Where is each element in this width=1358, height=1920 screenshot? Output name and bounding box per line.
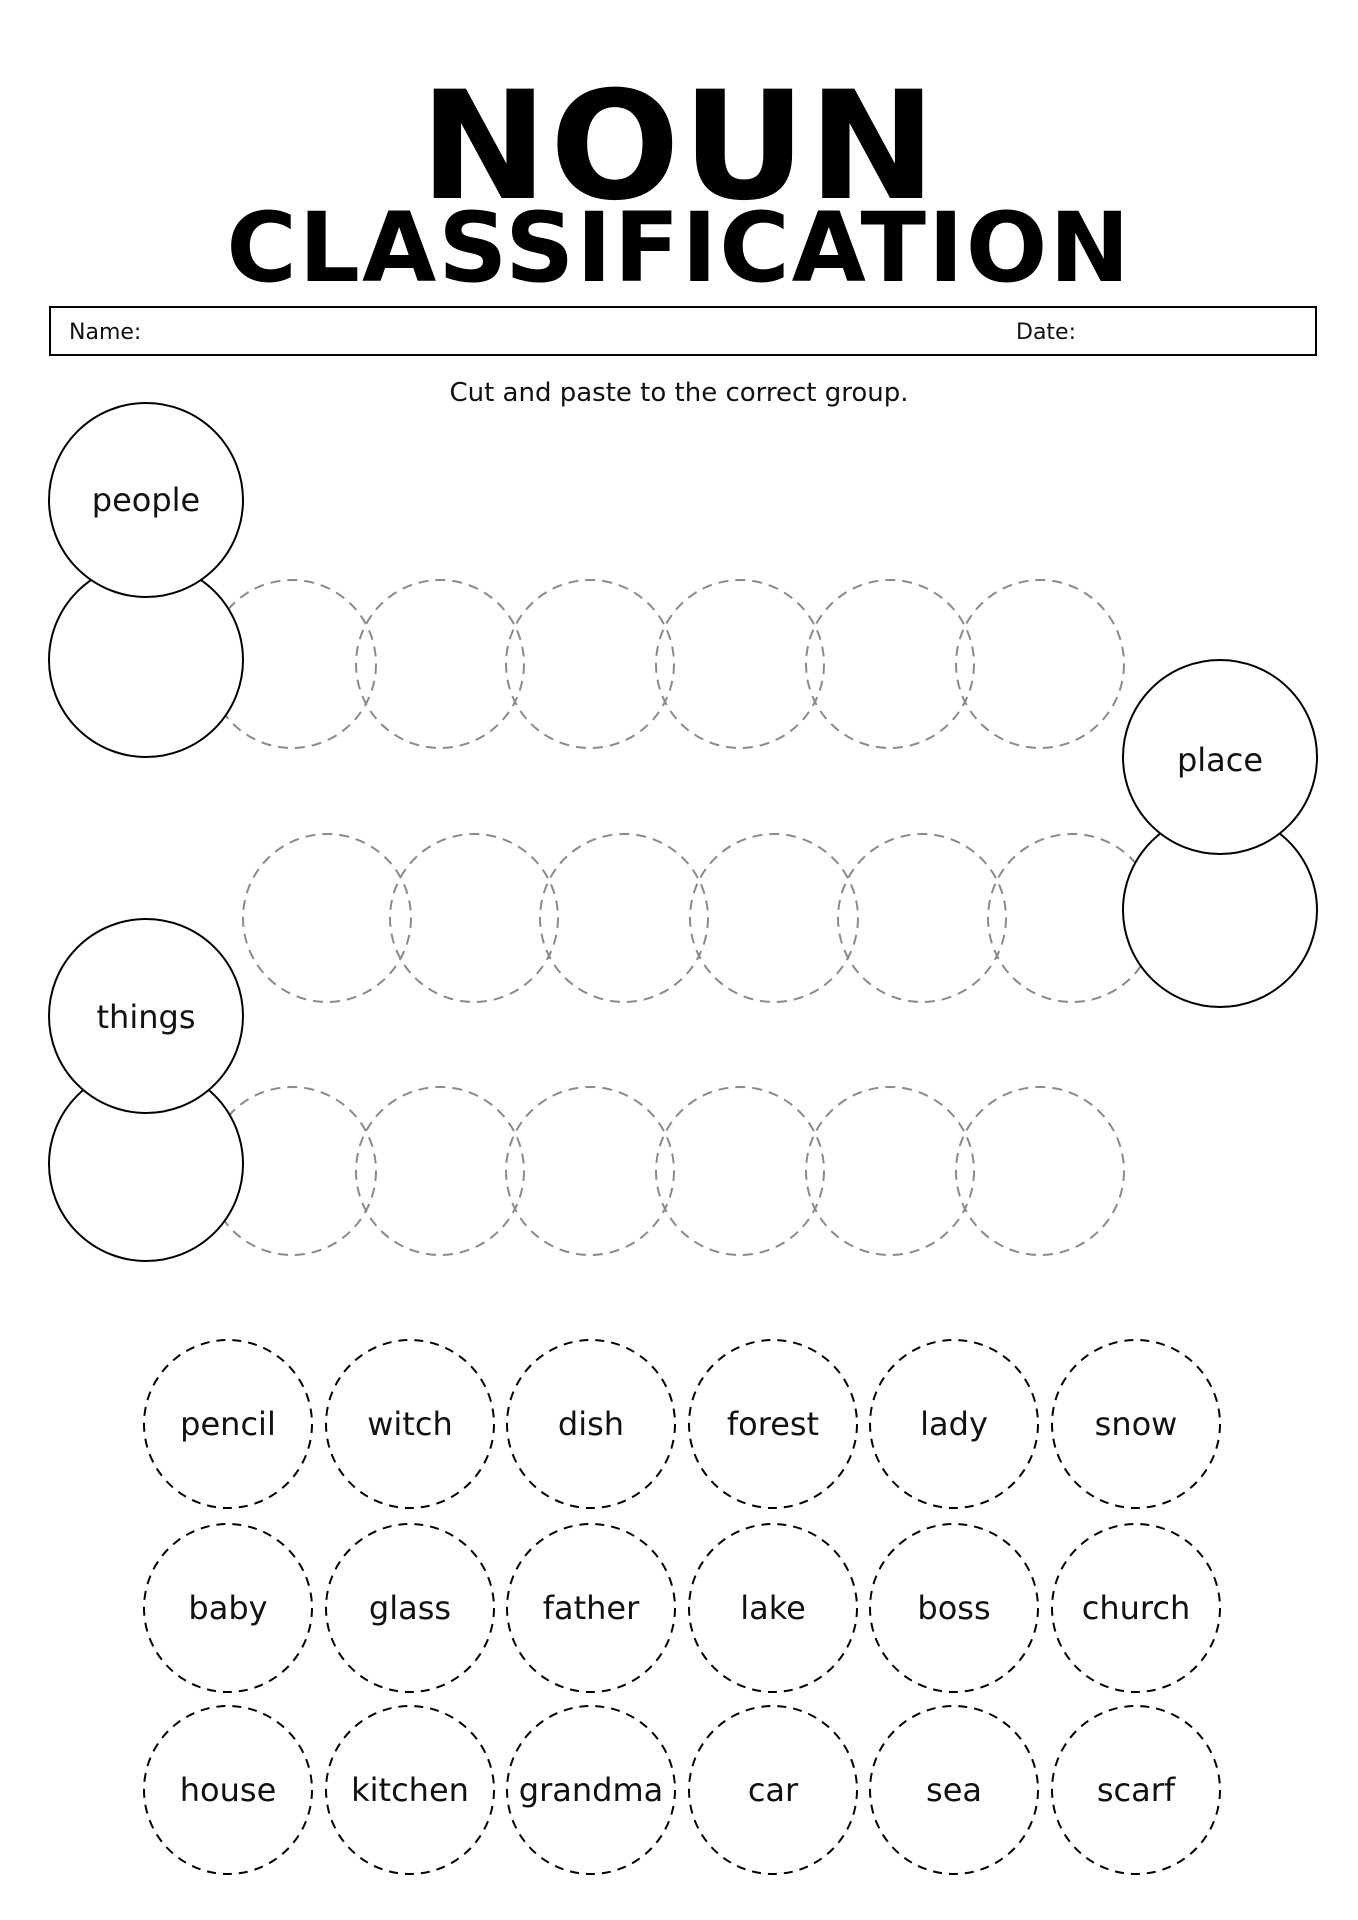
- word-label: glass: [368, 1589, 452, 1627]
- word-label: baby: [188, 1589, 268, 1627]
- word-label: scarf: [1096, 1771, 1176, 1809]
- group-label-place: place: [1176, 741, 1264, 779]
- paste-slot-people-3: [506, 580, 674, 748]
- title-noun: NOUN: [419, 60, 939, 234]
- group-label-things: things: [96, 998, 196, 1036]
- paste-slot-things-3: [506, 1087, 674, 1255]
- word-label: kitchen: [351, 1771, 469, 1809]
- paste-slot-things-4: [656, 1087, 824, 1255]
- word-label: dish: [557, 1405, 625, 1443]
- name-label: Name:: [69, 320, 142, 345]
- paste-slot-place-5: [838, 834, 1006, 1002]
- word-label: church: [1081, 1589, 1191, 1627]
- word-label: forest: [726, 1405, 820, 1443]
- word-label: sea: [926, 1771, 982, 1809]
- word-label: father: [542, 1589, 640, 1627]
- paste-slot-place-1: [243, 834, 411, 1002]
- word-label: snow: [1094, 1405, 1178, 1443]
- group-label-people: people: [91, 481, 201, 519]
- word-label: boss: [917, 1589, 991, 1627]
- paste-slot-people-5: [806, 580, 974, 748]
- paste-slot-things-6: [956, 1087, 1124, 1255]
- paste-slot-place-3: [540, 834, 708, 1002]
- word-label: car: [747, 1771, 799, 1809]
- paste-slot-things-2: [356, 1087, 524, 1255]
- word-label: house: [179, 1771, 277, 1809]
- date-label: Date:: [1016, 320, 1076, 345]
- paste-slot-people-2: [356, 580, 524, 748]
- word-label: lady: [920, 1405, 988, 1443]
- title-classification: CLASSIFICATION: [226, 192, 1132, 304]
- word-label: lake: [740, 1589, 806, 1627]
- paste-slot-place-2: [390, 834, 558, 1002]
- paste-slot-place-4: [690, 834, 858, 1002]
- word-label: grandma: [518, 1771, 664, 1809]
- instruction-text: Cut and paste to the correct group.: [449, 378, 909, 408]
- paste-slot-people-4: [656, 580, 824, 748]
- paste-slot-people-6: [956, 580, 1124, 748]
- paste-slot-things-5: [806, 1087, 974, 1255]
- word-label: pencil: [180, 1405, 276, 1443]
- word-label: witch: [367, 1405, 453, 1443]
